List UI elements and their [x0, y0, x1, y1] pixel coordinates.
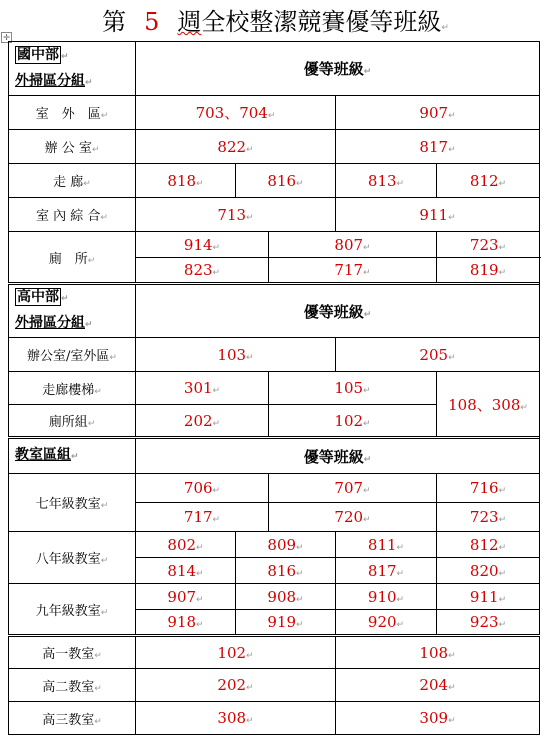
- paragraph-mark-icon: ↵: [94, 683, 102, 694]
- paragraph-mark-icon: ↵: [100, 607, 109, 618]
- row-label: 高一教室↵: [9, 636, 136, 669]
- paragraph-mark-icon: ↵: [498, 486, 507, 496]
- row-label: 走 廊↵: [9, 164, 136, 198]
- class-cell: 102↵: [136, 636, 336, 669]
- row-label: 廁所組↵: [9, 405, 136, 438]
- paragraph-mark-icon: ↵: [396, 620, 405, 630]
- paragraph-mark-icon: ↵: [212, 486, 221, 496]
- junior-header-row: [9, 42, 540, 96]
- paragraph-mark-icon: ↵: [498, 594, 507, 605]
- row-label: 室 外 區↵: [9, 96, 136, 130]
- row-label: 辦公室/室外區↵: [9, 338, 136, 372]
- title-prefix: 第: [102, 8, 127, 36]
- paragraph-mark-icon: ↵: [296, 594, 304, 605]
- row-label: 室 內 綜 合↵: [9, 198, 136, 232]
- paragraph-mark-icon: ↵: [94, 651, 102, 661]
- paragraph-mark-icon: ↵: [448, 683, 456, 693]
- paragraph-mark-icon: ↵: [196, 568, 204, 579]
- paragraph-mark-icon: ↵: [396, 594, 405, 605]
- senior-heading-box: 高中部: [17, 289, 59, 305]
- class-cell: 717↵: [136, 503, 269, 532]
- paragraph-mark-icon: ↵: [498, 620, 507, 630]
- class-cell: 706↵: [136, 474, 269, 503]
- class-cell: 102↵: [269, 405, 437, 438]
- paragraph-mark-icon: ↵: [91, 145, 100, 155]
- class-cell: 309↵: [336, 702, 540, 735]
- class-cell: 812↵: [437, 164, 540, 198]
- table-row: [9, 96, 540, 130]
- paragraph-mark-icon: ↵: [396, 542, 405, 553]
- paragraph-mark-icon: ↵: [87, 419, 96, 429]
- row-label: 高三教室↵: [9, 702, 136, 735]
- paragraph-mark-icon: ↵: [363, 242, 371, 253]
- paragraph-mark-icon: ↵: [94, 716, 102, 727]
- class-cell: 807↵: [269, 232, 437, 258]
- award-table: [8, 41, 539, 735]
- class-cell: 105↵: [269, 372, 437, 405]
- paragraph-mark-icon: ↵: [448, 144, 456, 155]
- paragraph-mark-icon: ↵: [296, 542, 304, 553]
- class-cell: 103↵: [136, 338, 336, 372]
- senior-section-heading: 高中部 ↵ 外掃區分組↵: [9, 284, 136, 338]
- class-cell: 818↵: [136, 164, 236, 198]
- class-cell: 809↵: [236, 532, 336, 558]
- paragraph-mark-icon: ↵: [448, 212, 456, 223]
- class-cell: 703、704↵: [136, 96, 336, 130]
- class-cell: 910↵: [336, 584, 437, 610]
- class-cell: 819↵: [437, 258, 540, 284]
- paragraph-mark-icon: ↵: [498, 268, 507, 278]
- paragraph-mark-icon: ↵: [363, 515, 371, 525]
- junior-section-heading: 國中部 ↵ 外掃區分組↵: [9, 42, 136, 96]
- paragraph-mark-icon: ↵: [196, 542, 204, 553]
- class-cell: 716↵: [437, 474, 540, 503]
- class-cell: 908↵: [236, 584, 336, 610]
- paragraph-mark-icon: ↵: [296, 568, 304, 579]
- paragraph-mark-icon: ↵: [520, 402, 528, 413]
- paragraph-mark-icon: ↵: [498, 568, 507, 579]
- paragraph-mark-icon: ↵: [441, 23, 449, 33]
- class-cell: 813↵: [336, 164, 437, 198]
- paragraph-mark-icon: ↵: [196, 594, 204, 605]
- class-cell: 108↵: [336, 636, 540, 669]
- paragraph-mark-icon: ↵: [83, 179, 91, 189]
- class-cell: 914↵: [136, 232, 269, 258]
- class-cell: 717↵: [269, 258, 437, 284]
- senior-col-header: 優等班級↵: [136, 284, 540, 338]
- paragraph-mark-icon: ↵: [448, 352, 456, 363]
- classroom-section-heading: 教室區組↵: [9, 438, 136, 474]
- class-cell: 723↵: [437, 503, 540, 532]
- paragraph-mark-icon: ↵: [212, 515, 221, 525]
- paragraph-mark-icon: ↵: [196, 178, 204, 189]
- class-cell: 202↵: [136, 405, 269, 438]
- class-cell: 723↵: [437, 232, 540, 258]
- paragraph-mark-icon: ↵: [100, 501, 109, 511]
- paragraph-mark-icon: ↵: [100, 213, 108, 223]
- paragraph-mark-icon: ↵: [196, 620, 204, 630]
- row-label: 七年級教室↵: [9, 474, 136, 532]
- paragraph-mark-icon: ↵: [448, 110, 456, 121]
- table-move-handle-icon[interactable]: ✛: [1, 32, 12, 43]
- paragraph-mark-icon: ↵: [396, 178, 405, 189]
- class-cell: 911↵: [336, 198, 540, 232]
- table-row: [9, 232, 540, 258]
- page-title: [0, 4, 551, 46]
- class-cell: 205↵: [336, 338, 540, 372]
- class-cell: 817↵: [336, 558, 437, 584]
- paragraph-mark-icon: ↵: [363, 309, 372, 320]
- class-cell: 923↵: [437, 610, 540, 636]
- paragraph-mark-icon: ↵: [448, 650, 456, 661]
- table-row: [9, 636, 540, 669]
- paragraph-mark-icon: ↵: [498, 515, 507, 525]
- paragraph-mark-icon: ↵: [363, 386, 371, 396]
- paragraph-mark-icon: ↵: [87, 255, 96, 266]
- row-label: 走廊樓梯↵: [9, 372, 136, 405]
- classroom-header-row: [9, 438, 540, 474]
- paragraph-mark-icon: ↵: [100, 111, 109, 121]
- table-row: [9, 198, 540, 232]
- class-cell: 713↵: [136, 198, 336, 232]
- paragraph-mark-icon: ↵: [94, 386, 102, 397]
- junior-heading-box: 國中部: [17, 46, 59, 63]
- class-cell: 108、308↵: [437, 372, 540, 438]
- table-row: [9, 372, 540, 405]
- paragraph-mark-icon: ↵: [498, 542, 507, 553]
- paragraph-mark-icon: ↵: [246, 144, 254, 155]
- class-cell: 920↵: [336, 610, 437, 636]
- paragraph-mark-icon: ↵: [212, 242, 221, 253]
- class-cell: 204↵: [336, 669, 540, 702]
- table-row: [9, 130, 540, 164]
- paragraph-mark-icon: ↵: [363, 486, 371, 496]
- paragraph-mark-icon: ↵: [267, 111, 276, 121]
- class-cell: 911↵: [437, 584, 540, 610]
- paragraph-mark-icon: ↵: [212, 418, 221, 429]
- paragraph-mark-icon: ↵: [498, 242, 507, 253]
- class-cell: 823↵: [136, 258, 269, 284]
- paragraph-mark-icon: ↵: [212, 268, 221, 278]
- paragraph-mark-icon: ↵: [363, 67, 372, 77]
- class-cell: 802↵: [136, 532, 236, 558]
- table-row: [9, 702, 540, 735]
- class-cell: 308↵: [136, 702, 336, 735]
- paragraph-mark-icon: ↵: [296, 620, 304, 630]
- table-row: [9, 338, 540, 372]
- class-cell: 301↵: [136, 372, 269, 405]
- table-row: [9, 164, 540, 198]
- paragraph-mark-icon: ↵: [246, 212, 254, 223]
- paragraph-mark-icon: ↵: [363, 454, 372, 465]
- class-cell: 814↵: [136, 558, 236, 584]
- class-cell: 812↵: [437, 532, 540, 558]
- row-label: 高二教室↵: [9, 669, 136, 702]
- classroom-col-header: 優等班級↵: [136, 438, 540, 474]
- week-number: 5: [144, 8, 160, 36]
- paragraph-mark-icon: ↵: [246, 650, 254, 661]
- paragraph-mark-icon: ↵: [246, 716, 254, 726]
- class-cell: 817↵: [336, 130, 540, 164]
- paragraph-mark-icon: ↵: [498, 178, 507, 189]
- class-cell: 820↵: [437, 558, 540, 584]
- paragraph-mark-icon: ↵: [396, 568, 405, 579]
- paragraph-mark-icon: ↵: [246, 352, 254, 363]
- junior-heading-sub: 外掃區分組: [15, 72, 85, 89]
- senior-heading-sub: 外掃區分組: [15, 315, 85, 331]
- class-cell: 822↵: [136, 130, 336, 164]
- class-cell: 707↵: [269, 474, 437, 503]
- row-label: 九年級教室↵: [9, 584, 136, 636]
- class-cell: 816↵: [236, 164, 336, 198]
- title-text: 全校整潔競賽優等班級: [201, 8, 442, 36]
- class-cell: 907↵: [136, 584, 236, 610]
- class-cell: 816↵: [236, 558, 336, 584]
- class-cell: 811↵: [336, 532, 437, 558]
- row-label: 廁 所↵: [9, 232, 136, 284]
- paragraph-mark-icon: ↵: [448, 716, 456, 726]
- class-cell: 919↵: [236, 610, 336, 636]
- row-label: 八年級教室↵: [9, 532, 136, 584]
- class-cell: 907↵: [336, 96, 540, 130]
- junior-col-header: 優等班級↵: [136, 42, 540, 96]
- row-label: 辦 公 室↵: [9, 130, 136, 164]
- paragraph-mark-icon: ↵: [100, 556, 109, 566]
- paragraph-mark-icon: ↵: [296, 178, 304, 189]
- class-cell: 720↵: [269, 503, 437, 532]
- class-cell: 918↵: [136, 610, 236, 636]
- classroom-heading: 教室區組: [15, 447, 71, 463]
- table-row: [9, 584, 540, 610]
- paragraph-mark-icon: ↵: [363, 418, 371, 429]
- table-row: [9, 532, 540, 558]
- class-cell: 202↵: [136, 669, 336, 702]
- table-row: [9, 474, 540, 503]
- paragraph-mark-icon: ↵: [363, 268, 371, 278]
- senior-header-row: [9, 284, 540, 338]
- table-row: [9, 669, 540, 702]
- paragraph-mark-icon: ↵: [246, 683, 254, 693]
- paragraph-mark-icon: ↵: [109, 353, 117, 363]
- title-week-char: 週: [177, 8, 202, 36]
- paragraph-mark-icon: ↵: [212, 386, 221, 396]
